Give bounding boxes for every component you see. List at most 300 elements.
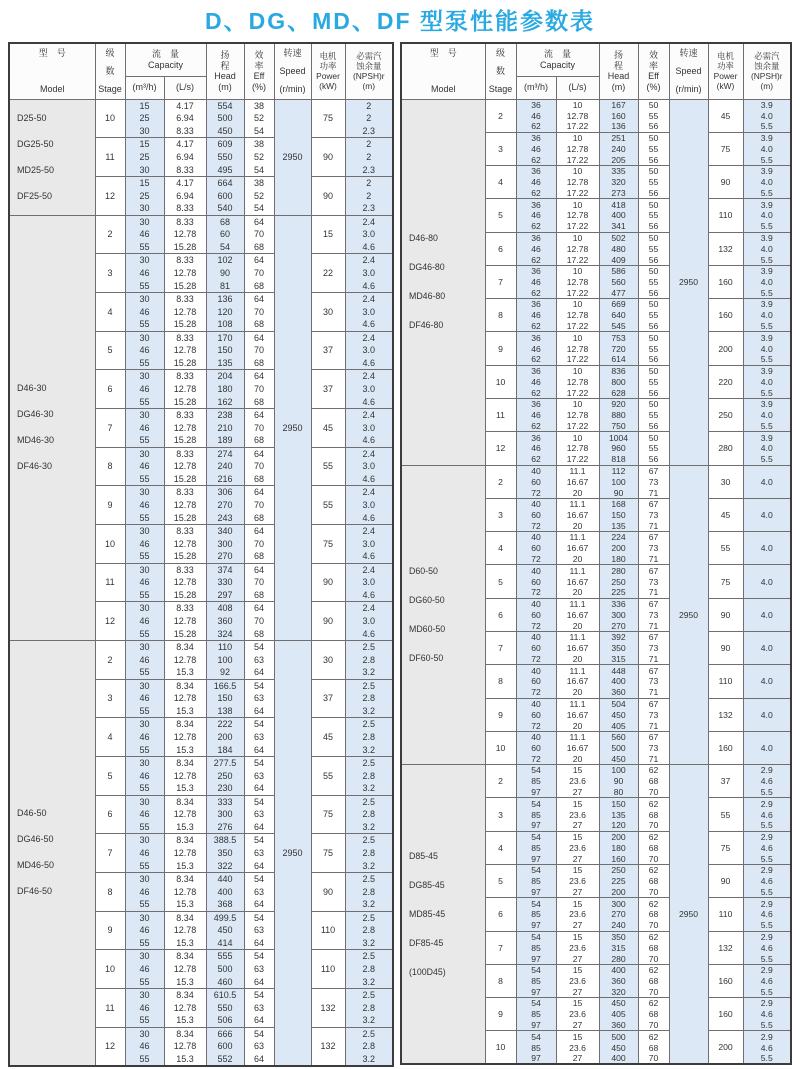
head-cell: 504 xyxy=(599,698,638,709)
model-label: DG46-80 xyxy=(409,262,445,273)
power-cell: 37 xyxy=(311,331,345,370)
npsh-cell: 4.6 xyxy=(345,512,393,525)
head-cell: 450 xyxy=(599,1042,638,1053)
stage-cell: 3 xyxy=(95,679,125,718)
stage-cell: 4 xyxy=(485,532,516,565)
npsh-cell: 4.0 xyxy=(743,498,791,531)
eff-cell: 70 xyxy=(638,920,669,931)
stage-cell: 8 xyxy=(485,665,516,698)
capacity-ls-cell: 8.33 xyxy=(164,524,206,537)
model-label: DG60-50 xyxy=(409,594,445,605)
npsh-cell: 2.8 xyxy=(345,731,393,744)
capacity-ls-cell: 8.33 xyxy=(164,563,206,576)
capacity-m3h-cell: 30 xyxy=(125,331,164,344)
capacity-m3h-cell: 46 xyxy=(125,576,164,589)
eff-cell: 54 xyxy=(244,163,274,176)
npsh-cell: 3.0 xyxy=(345,460,393,473)
capacity-m3h-cell: 46 xyxy=(125,228,164,241)
capacity-ls-cell: 17.22 xyxy=(556,454,599,465)
capacity-m3h-cell: 25 xyxy=(125,189,164,202)
capacity-ls-cell: 15.3 xyxy=(164,1053,206,1066)
capacity-m3h-cell: 30 xyxy=(125,486,164,499)
power-cell: 132 xyxy=(708,232,743,265)
capacity-m3h-cell: 62 xyxy=(516,254,556,265)
capacity-m3h-cell: 46 xyxy=(125,460,164,473)
npsh-cell: 2.8 xyxy=(345,885,393,898)
capacity-m3h-cell: 60 xyxy=(516,476,556,487)
capacity-header: 流 量 Capacity xyxy=(125,43,206,76)
stage-cell: 2 xyxy=(95,215,125,254)
capacity-m3h-cell: 72 xyxy=(516,554,556,565)
npsh-cell: 4.6 xyxy=(345,357,393,370)
npsh-cell: 5.5 xyxy=(743,188,791,199)
head-cell: 270 xyxy=(599,620,638,631)
capacity-m3h-cell: 30 xyxy=(125,950,164,963)
capacity-m3h-cell: 72 xyxy=(516,720,556,731)
eff-cell: 70 xyxy=(244,305,274,318)
npsh-cell: 2.8 xyxy=(345,692,393,705)
power-cell: 110 xyxy=(708,898,743,931)
npsh-cell: 5.5 xyxy=(743,421,791,432)
eff-cell: 62 xyxy=(638,765,669,776)
eff-cell: 62 xyxy=(638,998,669,1009)
head-cell: 322 xyxy=(206,860,244,873)
capacity-m3h-cell: 55 xyxy=(125,744,164,757)
power-cell: 55 xyxy=(708,532,743,565)
power-cell: 75 xyxy=(311,795,345,834)
capacity-ls-cell: 16.67 xyxy=(556,643,599,654)
capacity-ls-cell: 17.22 xyxy=(556,221,599,232)
eff-cell: 50 xyxy=(638,99,669,110)
capacity-ls-cell: 10 xyxy=(556,332,599,343)
speed-header: 转速 Speed (r/min) xyxy=(669,43,708,99)
npsh-cell: 2.9 xyxy=(743,864,791,875)
capacity-ls-cell: 15 xyxy=(556,998,599,1009)
capacity-m3h-cell: 30 xyxy=(125,254,164,267)
capacity-m3h-cell: 30 xyxy=(125,408,164,421)
stage-cell: 10 xyxy=(485,365,516,398)
eff-cell: 54 xyxy=(244,1027,274,1040)
eff-cell: 63 xyxy=(244,1040,274,1053)
capacity-m3h-cell: 46 xyxy=(125,1040,164,1053)
capacity-m3h-cell: 54 xyxy=(516,998,556,1009)
head-cell: 250 xyxy=(599,864,638,875)
capacity-m3h-cell: 85 xyxy=(516,975,556,986)
head-cell: 324 xyxy=(206,628,244,641)
pump-table-right xyxy=(400,42,792,1065)
eff-cell: 56 xyxy=(638,154,669,165)
npsh-cell: 2.4 xyxy=(345,331,393,344)
eff-cell: 67 xyxy=(638,598,669,609)
eff-cell: 55 xyxy=(638,376,669,387)
eff-cell: 50 xyxy=(638,265,669,276)
capacity-ls-cell: 12.78 xyxy=(164,847,206,860)
head-cell: 400 xyxy=(599,210,638,221)
capacity-m3h-cell: 60 xyxy=(516,509,556,520)
npsh-cell: 5.5 xyxy=(743,321,791,332)
capacity-m3h-cell: 55 xyxy=(125,666,164,679)
capacity-m3h-cell: 40 xyxy=(516,465,556,476)
capacity-ls-cell: 12.78 xyxy=(164,383,206,396)
capacity-m3h-cell: 55 xyxy=(125,473,164,486)
head-cell: 960 xyxy=(599,443,638,454)
eff-cell: 67 xyxy=(638,731,669,742)
table-row xyxy=(9,640,393,653)
capacity-ls-cell: 8.33 xyxy=(164,486,206,499)
stage-cell: 11 xyxy=(95,988,125,1027)
model-label: DF85-45 xyxy=(409,937,444,948)
head-cell: 480 xyxy=(599,243,638,254)
model-header: 型 号 Model xyxy=(401,43,485,99)
capacity-m3h-cell: 55 xyxy=(125,589,164,602)
capacity-m3h-cell: 55 xyxy=(125,434,164,447)
capacity-m3h-cell: 55 xyxy=(125,898,164,911)
head-cell: 500 xyxy=(599,1031,638,1042)
eff-cell: 70 xyxy=(244,576,274,589)
stage-cell: 6 xyxy=(95,795,125,834)
model-label: DG46-50 xyxy=(17,834,54,845)
capacity-ls-cell: 12.78 xyxy=(164,615,206,628)
eff-cell: 38 xyxy=(244,176,274,189)
head-cell: 270 xyxy=(206,550,244,563)
capacity-ls-cell: 8.34 xyxy=(164,1027,206,1040)
capacity-ls-unit: (L/s) xyxy=(164,76,206,99)
capacity-m3h-cell: 46 xyxy=(125,1001,164,1014)
npsh-cell: 3.2 xyxy=(345,705,393,718)
power-cell: 160 xyxy=(708,964,743,997)
npsh-cell: 3.9 xyxy=(743,199,791,210)
head-cell: 224 xyxy=(599,532,638,543)
capacity-ls-cell: 8.34 xyxy=(164,988,206,1001)
npsh-cell: 3.2 xyxy=(345,898,393,911)
stage-cell: 9 xyxy=(485,332,516,365)
capacity-ls-cell: 8.34 xyxy=(164,872,206,885)
power-cell: 75 xyxy=(708,831,743,864)
capacity-ls-cell: 8.34 xyxy=(164,795,206,808)
capacity-ls-cell: 12.78 xyxy=(164,228,206,241)
eff-cell: 68 xyxy=(244,241,274,254)
capacity-m3h-cell: 85 xyxy=(516,909,556,920)
head-cell: 60 xyxy=(206,228,244,241)
capacity-ls-cell: 15.28 xyxy=(164,550,206,563)
capacity-ls-cell: 15 xyxy=(556,864,599,875)
capacity-ls-cell: 12.78 xyxy=(164,267,206,280)
power-cell: 37 xyxy=(311,370,345,409)
table-row xyxy=(9,99,393,112)
capacity-m3h-cell: 46 xyxy=(125,847,164,860)
power-cell: 160 xyxy=(708,998,743,1031)
head-cell: 552 xyxy=(206,1053,244,1066)
capacity-ls-cell: 23.6 xyxy=(556,842,599,853)
eff-cell: 68 xyxy=(638,1009,669,1020)
capacity-m3h-cell: 40 xyxy=(516,498,556,509)
model-label: MD60-50 xyxy=(409,623,446,634)
head-cell: 450 xyxy=(206,125,244,138)
npsh-cell: 3.0 xyxy=(345,421,393,434)
npsh-cell: 5.5 xyxy=(743,987,791,998)
head-cell: 405 xyxy=(599,1009,638,1020)
npsh-cell: 4.6 xyxy=(743,809,791,820)
capacity-m3h-cell: 97 xyxy=(516,1020,556,1031)
stage-cell: 7 xyxy=(95,834,125,873)
head-cell: 448 xyxy=(599,665,638,676)
eff-cell: 56 xyxy=(638,254,669,265)
eff-cell: 64 xyxy=(244,666,274,679)
capacity-ls-cell: 23.6 xyxy=(556,1042,599,1053)
eff-cell: 56 xyxy=(638,421,669,432)
head-cell: 545 xyxy=(599,321,638,332)
head-cell: 240 xyxy=(599,920,638,931)
head-cell: 162 xyxy=(206,395,244,408)
head-cell: 135 xyxy=(599,809,638,820)
capacity-ls-cell: 27 xyxy=(556,787,599,798)
capacity-m3h-cell: 46 xyxy=(516,310,556,321)
npsh-cell: 2.4 xyxy=(345,254,393,267)
capacity-m3h-cell: 62 xyxy=(516,354,556,365)
capacity-ls-cell: 23.6 xyxy=(556,876,599,887)
capacity-ls-cell: 8.34 xyxy=(164,911,206,924)
eff-cell: 64 xyxy=(244,602,274,615)
eff-cell: 56 xyxy=(638,188,669,199)
eff-cell: 50 xyxy=(638,199,669,210)
capacity-m3h-cell: 46 xyxy=(516,277,556,288)
head-cell: 81 xyxy=(206,279,244,292)
head-cell: 550 xyxy=(206,151,244,164)
head-cell: 297 xyxy=(206,589,244,602)
eff-cell: 54 xyxy=(244,125,274,138)
eff-cell: 68 xyxy=(638,942,669,953)
eff-cell: 54 xyxy=(244,640,274,653)
head-cell: 184 xyxy=(206,744,244,757)
capacity-ls-cell: 20 xyxy=(556,687,599,698)
power-cell: 90 xyxy=(708,864,743,897)
capacity-ls-cell: 15.28 xyxy=(164,473,206,486)
capacity-ls-cell: 15 xyxy=(556,898,599,909)
npsh-cell: 3.9 xyxy=(743,99,791,110)
capacity-m3h-cell: 30 xyxy=(125,125,164,138)
npsh-header: 必需汽 蚀余量 (NPSH)r (m) xyxy=(345,43,393,99)
head-cell: 836 xyxy=(599,365,638,376)
capacity-m3h-cell: 30 xyxy=(125,215,164,228)
eff-cell: 67 xyxy=(638,698,669,709)
npsh-cell: 2.9 xyxy=(743,931,791,942)
model-label: D46-80 xyxy=(409,233,438,244)
power-cell: 55 xyxy=(311,756,345,795)
power-cell: 220 xyxy=(708,365,743,398)
head-cell: 460 xyxy=(206,976,244,989)
npsh-cell: 4.0 xyxy=(743,598,791,631)
npsh-cell: 4.6 xyxy=(743,842,791,853)
capacity-ls-cell: 27 xyxy=(556,820,599,831)
npsh-cell: 2.4 xyxy=(345,370,393,383)
capacity-m3h-cell: 46 xyxy=(125,499,164,512)
eff-cell: 63 xyxy=(244,692,274,705)
capacity-m3h-cell: 46 xyxy=(125,267,164,280)
capacity-ls-cell: 11.1 xyxy=(556,498,599,509)
head-cell: 610.5 xyxy=(206,988,244,1001)
capacity-m3h-cell: 36 xyxy=(516,199,556,210)
power-cell: 55 xyxy=(311,447,345,486)
capacity-ls-cell: 15.3 xyxy=(164,705,206,718)
capacity-m3h-cell: 30 xyxy=(125,1027,164,1040)
capacity-m3h-cell: 15 xyxy=(125,138,164,151)
head-cell: 500 xyxy=(599,742,638,753)
stage-cell: 4 xyxy=(485,831,516,864)
eff-cell: 70 xyxy=(244,460,274,473)
npsh-cell: 2.8 xyxy=(345,1001,393,1014)
head-cell: 180 xyxy=(206,383,244,396)
capacity-m3h-cell: 97 xyxy=(516,853,556,864)
eff-cell: 64 xyxy=(244,1053,274,1066)
eff-cell: 54 xyxy=(244,911,274,924)
capacity-ls-cell: 15.3 xyxy=(164,860,206,873)
eff-cell: 56 xyxy=(638,387,669,398)
eff-cell: 68 xyxy=(638,809,669,820)
capacity-ls-cell: 12.78 xyxy=(164,769,206,782)
eff-cell: 73 xyxy=(638,742,669,753)
table-row xyxy=(401,765,791,776)
head-cell: 341 xyxy=(599,221,638,232)
capacity-ls-cell: 12.78 xyxy=(164,963,206,976)
capacity-m3h-cell: 62 xyxy=(516,387,556,398)
capacity-ls-cell: 23.6 xyxy=(556,776,599,787)
eff-cell: 56 xyxy=(638,221,669,232)
capacity-ls-cell: 8.33 xyxy=(164,602,206,615)
npsh-cell: 2.4 xyxy=(345,524,393,537)
eff-cell: 50 xyxy=(638,332,669,343)
power-cell: 160 xyxy=(708,265,743,298)
stage-cell: 12 xyxy=(95,602,125,641)
head-cell: 360 xyxy=(599,1020,638,1031)
capacity-m3h-cell: 55 xyxy=(125,550,164,563)
model-label: D60-50 xyxy=(409,565,438,576)
head-cell: 273 xyxy=(599,188,638,199)
capacity-ls-cell: 12.78 xyxy=(556,376,599,387)
eff-cell: 56 xyxy=(638,354,669,365)
capacity-m3h-cell: 97 xyxy=(516,987,556,998)
npsh-cell: 4.6 xyxy=(743,909,791,920)
capacity-m3h-cell: 46 xyxy=(125,769,164,782)
power-cell: 90 xyxy=(311,872,345,911)
capacity-ls-cell: 10 xyxy=(556,199,599,210)
head-cell: 100 xyxy=(206,653,244,666)
eff-cell: 54 xyxy=(244,950,274,963)
power-cell: 55 xyxy=(311,486,345,525)
eff-cell: 73 xyxy=(638,476,669,487)
capacity-ls-cell: 17.22 xyxy=(556,154,599,165)
head-cell: 405 xyxy=(599,720,638,731)
capacity-m3h-cell: 72 xyxy=(516,587,556,598)
capacity-ls-cell: 15.28 xyxy=(164,434,206,447)
head-cell: 360 xyxy=(599,975,638,986)
capacity-ls-cell: 12.78 xyxy=(556,310,599,321)
eff-cell: 64 xyxy=(244,447,274,460)
capacity-m3h-cell: 46 xyxy=(516,443,556,454)
eff-cell: 62 xyxy=(638,931,669,942)
capacity-m3h-cell: 46 xyxy=(125,924,164,937)
eff-cell: 68 xyxy=(244,318,274,331)
capacity-ls-cell: 20 xyxy=(556,720,599,731)
eff-cell: 68 xyxy=(244,512,274,525)
eff-cell: 70 xyxy=(244,344,274,357)
power-header: 电机 功率 Power (kW) xyxy=(311,43,345,99)
head-cell: 204 xyxy=(206,370,244,383)
eff-cell: 55 xyxy=(638,410,669,421)
capacity-m3h-cell: 54 xyxy=(516,964,556,975)
eff-cell: 55 xyxy=(638,177,669,188)
head-cell: 495 xyxy=(206,163,244,176)
head-cell: 555 xyxy=(206,950,244,963)
speed-cell: 2950 xyxy=(669,99,708,465)
capacity-m3h-cell: 97 xyxy=(516,953,556,964)
capacity-m3h-cell: 85 xyxy=(516,942,556,953)
capacity-m3h-cell: 46 xyxy=(125,963,164,976)
head-cell: 418 xyxy=(599,199,638,210)
capacity-m3h-cell: 60 xyxy=(516,576,556,587)
npsh-cell: 3.0 xyxy=(345,305,393,318)
capacity-ls-cell: 27 xyxy=(556,853,599,864)
capacity-m3h-cell: 46 xyxy=(125,383,164,396)
npsh-cell: 3.9 xyxy=(743,132,791,143)
capacity-m3h-cell: 36 xyxy=(516,99,556,110)
head-cell: 554 xyxy=(206,99,244,112)
capacity-m3h-cell: 46 xyxy=(516,376,556,387)
npsh-cell: 3.0 xyxy=(345,267,393,280)
eff-cell: 54 xyxy=(244,202,274,215)
eff-cell: 68 xyxy=(638,909,669,920)
head-cell: 336 xyxy=(599,598,638,609)
capacity-ls-cell: 15.28 xyxy=(164,318,206,331)
capacity-ls-cell: 15.3 xyxy=(164,937,206,950)
power-cell: 110 xyxy=(311,911,345,950)
npsh-cell: 2.9 xyxy=(743,831,791,842)
capacity-m3h-cell: 30 xyxy=(125,602,164,615)
head-cell: 360 xyxy=(206,615,244,628)
stage-cell: 8 xyxy=(95,872,125,911)
eff-cell: 52 xyxy=(244,112,274,125)
capacity-ls-cell: 12.78 xyxy=(556,443,599,454)
head-cell: 315 xyxy=(599,654,638,665)
eff-header: 效 率 Eff (%) xyxy=(244,43,274,99)
model-label: DG25-50 xyxy=(17,138,54,149)
eff-cell: 55 xyxy=(638,343,669,354)
npsh-cell: 3.9 xyxy=(743,332,791,343)
head-cell: 230 xyxy=(206,782,244,795)
eff-cell: 71 xyxy=(638,687,669,698)
capacity-m3h-cell: 72 xyxy=(516,487,556,498)
model-label: D46-30 xyxy=(17,383,47,394)
head-cell: 150 xyxy=(599,798,638,809)
capacity-m3h-cell: 30 xyxy=(125,756,164,769)
model-cell xyxy=(401,765,485,1065)
stage-cell: 10 xyxy=(485,731,516,764)
eff-cell: 55 xyxy=(638,277,669,288)
npsh-cell: 4.6 xyxy=(345,628,393,641)
capacity-ls-cell: 12.78 xyxy=(164,731,206,744)
stage-cell: 12 xyxy=(95,176,125,215)
capacity-m3h-cell: 62 xyxy=(516,421,556,432)
head-cell: 450 xyxy=(206,924,244,937)
capacity-ls-cell: 15.3 xyxy=(164,898,206,911)
capacity-ls-cell: 10 xyxy=(556,299,599,310)
head-cell: 350 xyxy=(599,643,638,654)
model-label: D46-50 xyxy=(17,808,47,819)
head-cell: 880 xyxy=(599,410,638,421)
capacity-ls-cell: 11.1 xyxy=(556,598,599,609)
npsh-cell: 4.6 xyxy=(743,975,791,986)
npsh-cell: 4.0 xyxy=(743,343,791,354)
eff-cell: 71 xyxy=(638,620,669,631)
